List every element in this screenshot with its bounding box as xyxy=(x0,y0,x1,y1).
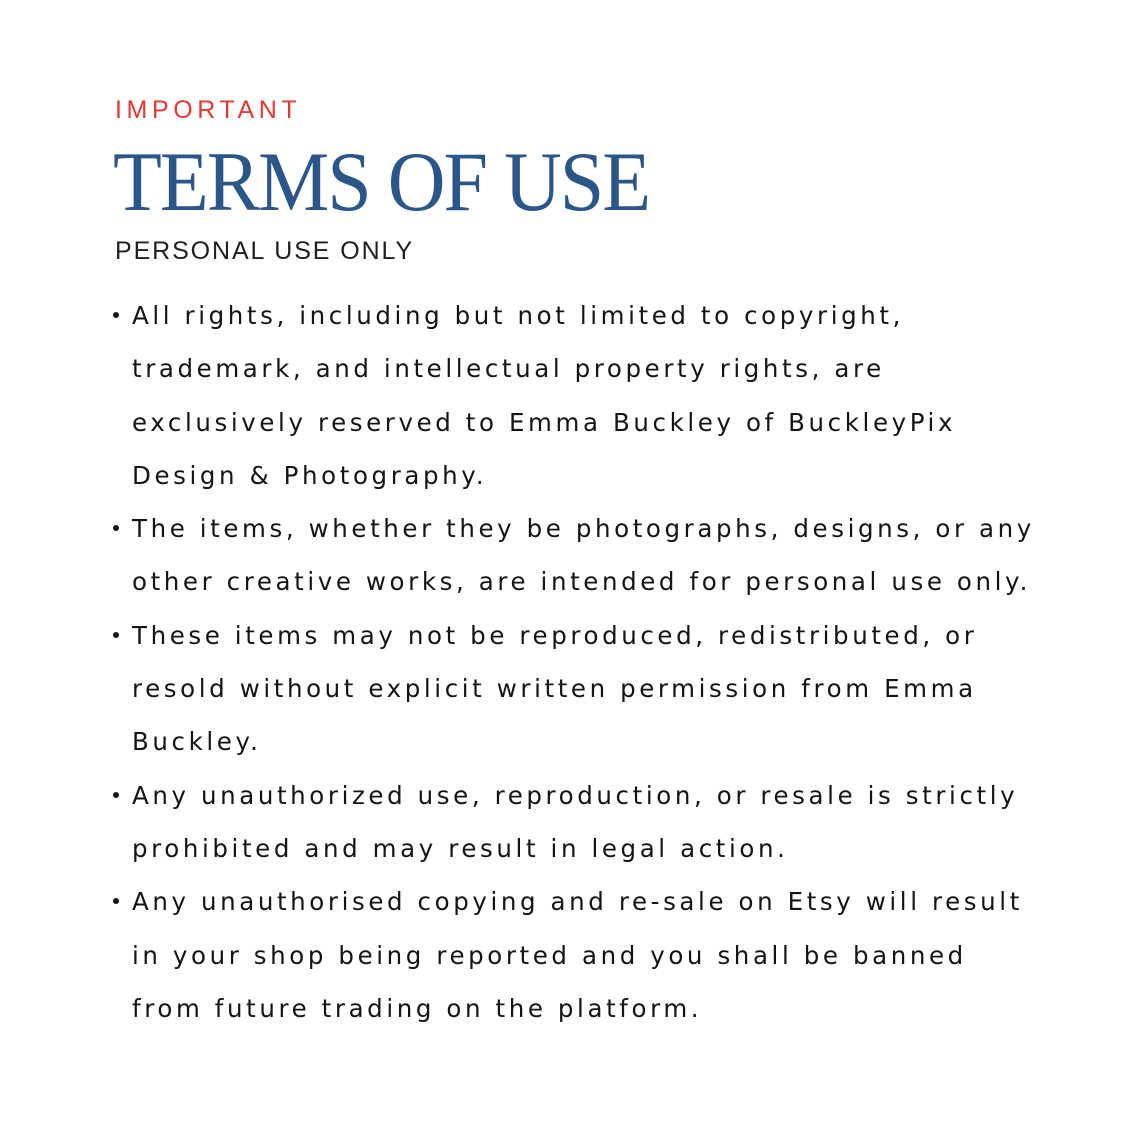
term-line: resold without explicit written permission from Emma xyxy=(132,674,977,704)
term-line: other creative works, are intended for personal use only. xyxy=(132,567,1031,597)
bullet-icon xyxy=(113,525,119,531)
term-line: The items, whether they be photographs, designs, or any xyxy=(132,514,1035,544)
term-line: from future trading on the platform. xyxy=(132,993,703,1023)
bullet-icon xyxy=(113,898,119,904)
page-subtitle: PERSONAL USE ONLY xyxy=(115,237,415,265)
term-line: exclusively reserved to Emma Buckley of BuckleyPix xyxy=(132,407,957,437)
term-item xyxy=(113,502,1073,609)
term-item xyxy=(113,289,1073,502)
term-line: prohibited and may result in legal action. xyxy=(132,833,789,863)
terms-list xyxy=(113,289,1073,1035)
term-item xyxy=(113,875,1073,1035)
bullet-icon xyxy=(113,792,119,798)
eyebrow-label: IMPORTANT xyxy=(115,96,302,124)
term-line: Design & Photography. xyxy=(132,460,488,490)
page-title: TERMS OF USE xyxy=(113,136,650,230)
term-line: Buckley. xyxy=(132,727,262,757)
term-item xyxy=(113,609,1073,769)
term-line: Any unauthorised copying and re-sale on Etsy will result xyxy=(132,887,1023,917)
term-line: Any unauthorized use, reproduction, or resale is strictly xyxy=(132,780,1019,810)
bullet-icon xyxy=(113,632,119,638)
term-line: in your shop being reported and you shall be banned xyxy=(132,940,967,970)
term-line: trademark, and intellectual property rights, are xyxy=(132,354,885,384)
term-item xyxy=(113,769,1073,876)
bullet-icon xyxy=(113,312,119,318)
term-line: These items may not be reproduced, redistributed, or xyxy=(132,620,978,650)
term-line: All rights, including but not limited to copyright, xyxy=(132,301,904,330)
